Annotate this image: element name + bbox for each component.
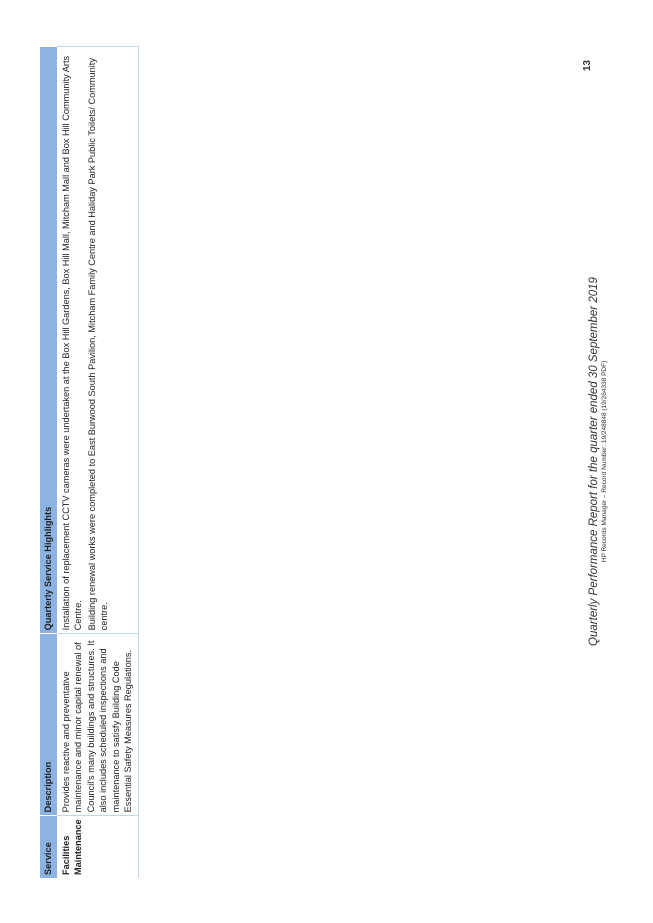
service-name-line1: Facilities	[61, 835, 71, 875]
highlight-item: Installation of replacement CCTV cameras were undertaken at the Box Hill Gardens, Box Hill Mall, Mitcham Mall and Box Hill Community Arts Centre.	[61, 55, 84, 631]
header-description: Description	[40, 634, 57, 816]
service-name-line2: Maintenance	[73, 819, 84, 875]
table-row	[57, 47, 139, 879]
header-highlights: Quarterly Service Highlights	[40, 47, 57, 634]
description-cell: Provides reactive and preventative maintenance and minor capital renewal of Council's many buildings and structures. It also includes scheduled inspections and maintenance to satisfy Building Code Essential Safety Measures Regulations.	[57, 634, 139, 816]
highlight-item: Building renewal works were completed to East Burwood South Pavilion, Mitcham Family Centre and Haliday Park Public Toilets/ Community centre.	[86, 58, 110, 631]
highlights-cell	[57, 47, 139, 634]
service-cell	[57, 816, 139, 878]
service-table	[40, 46, 139, 878]
footer-title: Quarterly Performance Report for the quarter ended 30 September 2019	[588, 277, 600, 646]
page-number: 13	[582, 60, 593, 72]
table-header-row	[40, 47, 57, 879]
footer-record-number: HP Records Manager – Record Number: 19/248848 (19/264338 PDF)	[601, 360, 608, 563]
header-service: Service	[40, 816, 57, 878]
page-footer	[588, 0, 608, 923]
